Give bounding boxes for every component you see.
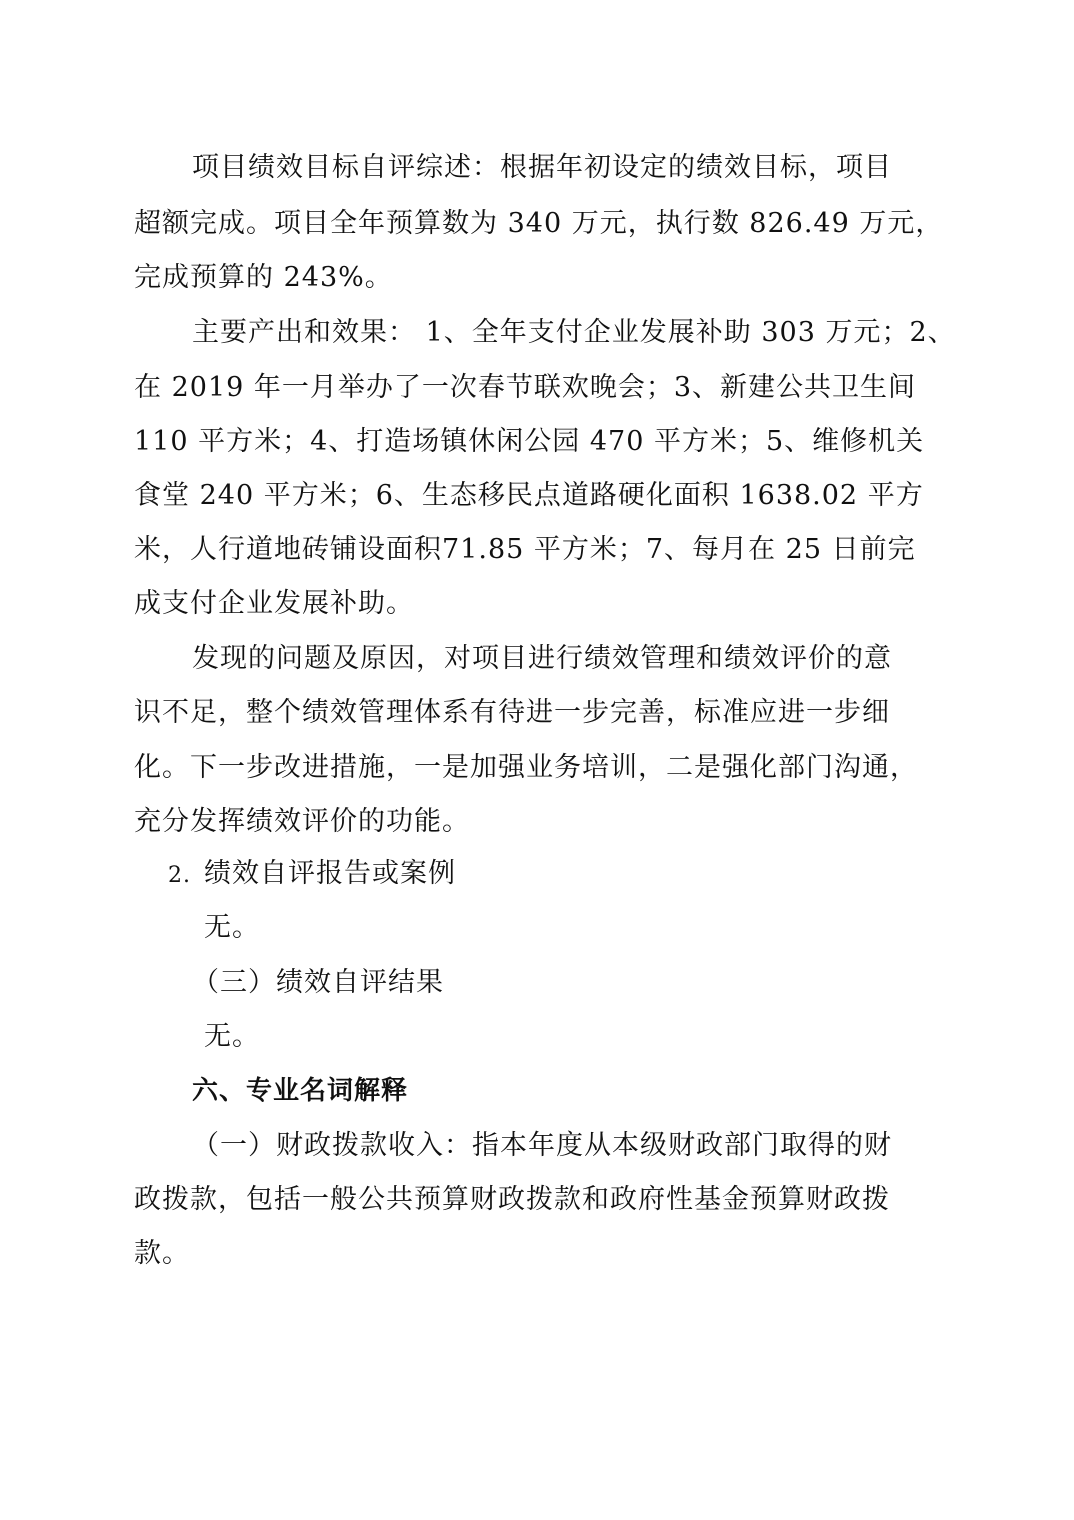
paragraph-line: 项目绩效目标自评综述：根据年初设定的绩效目标，项目 bbox=[192, 152, 892, 183]
paragraph-line: 发现的问题及原因，对项目进行绩效管理和绩效评价的意 bbox=[192, 643, 892, 674]
paragraph-line: 政拨款，包括一般公共预算财政拨款和政府性基金预算财政拨 bbox=[134, 1184, 890, 1215]
paragraph-line: 在 2019 年一月举办了一次春节联欢晚会；3、新建公共卫生间 bbox=[134, 372, 917, 403]
paragraph-line: 110 平方米；4、打造场镇休闲公园 470 平方米；5、维修机关 bbox=[134, 426, 925, 457]
paragraph-line: 食堂 240 平方米；6、生态移民点道路硬化面积 1638.02 平方 bbox=[134, 480, 924, 511]
section-body: 无。 bbox=[204, 912, 260, 943]
paragraph-line: 完成预算的 243%。 bbox=[134, 262, 393, 293]
paragraph-line: 米，人行道地砖铺设面积71.85 平方米；7、每月在 25 日前完 bbox=[134, 534, 916, 565]
section-body: 无。 bbox=[204, 1021, 260, 1052]
paragraph-line: 主要产出和效果： 1、全年支付企业发展补助 303 万元；2、 bbox=[192, 317, 956, 348]
section-heading: 绩效自评报告或案例 bbox=[204, 858, 456, 889]
chapter-heading: 六、专业名词解释 bbox=[192, 1076, 409, 1106]
paragraph-line: 化。下一步改进措施，一是加强业务培训，二是强化部门沟通， bbox=[134, 752, 918, 783]
paragraph-line: 款。 bbox=[134, 1238, 190, 1269]
paragraph-line: 超额完成。项目全年预算数为 340 万元，执行数 826.49 万元， bbox=[134, 208, 944, 239]
paragraph-line: 识不足，整个绩效管理体系有待进一步完善，标准应进一步细 bbox=[134, 697, 890, 728]
paragraph-line: 充分发挥绩效评价的功能。 bbox=[134, 806, 470, 837]
section-heading: （三）绩效自评结果 bbox=[192, 967, 444, 998]
section-number: 2. bbox=[168, 863, 191, 888]
paragraph-line: 成支付企业发展补助。 bbox=[134, 588, 414, 619]
paragraph-line: （一）财政拨款收入：指本年度从本级财政部门取得的财 bbox=[192, 1130, 892, 1161]
